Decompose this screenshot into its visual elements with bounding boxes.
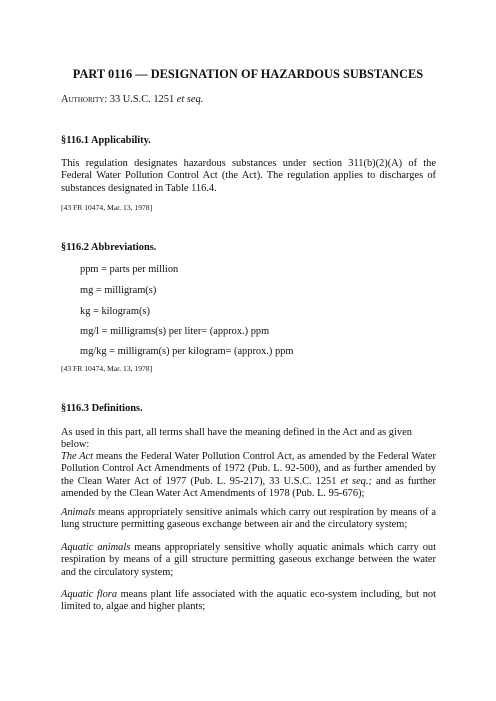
definition-term: Animals (61, 507, 96, 518)
definition-text: means the Federal Water Pollution Control Act, as amended by the Federal Water Pollution Control Act Amendments of 1972 (Pub. L. 92-500), and as further amended by the Clean Water Act of 1977 (Pub. L. 95-217), 33 U.S.C. 1251 (61, 451, 436, 487)
authority-line (61, 94, 436, 106)
definition-animals (61, 507, 436, 532)
section-116-1-heading: §116.1 Applicability. (61, 135, 151, 146)
section-116-2-heading: §116.2 Abbreviations. (61, 242, 157, 253)
definition-text: means plant life associated with the aquatic eco-system including, but not limited to, algae and higher plants; (61, 589, 436, 613)
section-116-3-heading: §116.3 Definitions. (61, 403, 143, 414)
section-116-1-citation: [43 FR 10474, Mar. 13, 1978] (61, 203, 153, 212)
definition-the-act (61, 451, 436, 501)
definition-text: means appropriately sensitive animals which carry out respiration by means of a lung structure permitting gaseous exchange between air and the circulatory system; (61, 507, 436, 531)
part-title: PART 0116 — DESIGNATION OF HAZARDOUS SUBSTANCES (72, 67, 424, 81)
section-116-1-body: This regulation designates hazardous substances under section 311(b)(2)(A) of the Federal Water Pollution Control Act (the Act). The regulation applies to discharges of substances designated in Table 116.4. (61, 158, 436, 194)
definition-term: Aquatic animals (61, 542, 131, 553)
abbreviation-item: mg/l = milligrams(s) per liter= (approx.) ppm (80, 326, 270, 337)
abbreviation-item: kg = kilogram(s) (80, 306, 150, 317)
definition-aquatic-flora (61, 589, 436, 614)
definition-term: The Act (61, 451, 94, 462)
section-116-2-citation: [43 FR 10474, Mar. 13, 1978] (61, 364, 153, 373)
definition-text-tail: and as further amended by the Clean Water Act Amendments of 1978 (Pub. L. 95-676); (61, 475, 436, 500)
authority-label: Authority: (61, 94, 108, 105)
definitions-intro: As used in this part, all terms shall have the meaning defined in the Act and as given below: (61, 427, 412, 451)
abbreviation-item: mg = milligram(s) (80, 285, 157, 296)
definition-text: means appropriately sensitive wholly aquatic animals which carry out respiration by means of a gill structure permitting gaseous exchange between the water and the circulatory system; (61, 542, 437, 578)
abbreviation-item: ppm = parts per million (80, 264, 179, 275)
authority-emph: et seq. (176, 94, 204, 105)
definition-term: Aquatic flora (61, 589, 118, 600)
abbreviation-item: mg/kg = milligram(s) per kilogram= (approx.) ppm (80, 346, 294, 357)
authority-text: 33 U.S.C. 1251 (107, 94, 177, 105)
definition-emph: et seq.; (340, 475, 372, 487)
definition-aquatic-animals (61, 542, 436, 579)
